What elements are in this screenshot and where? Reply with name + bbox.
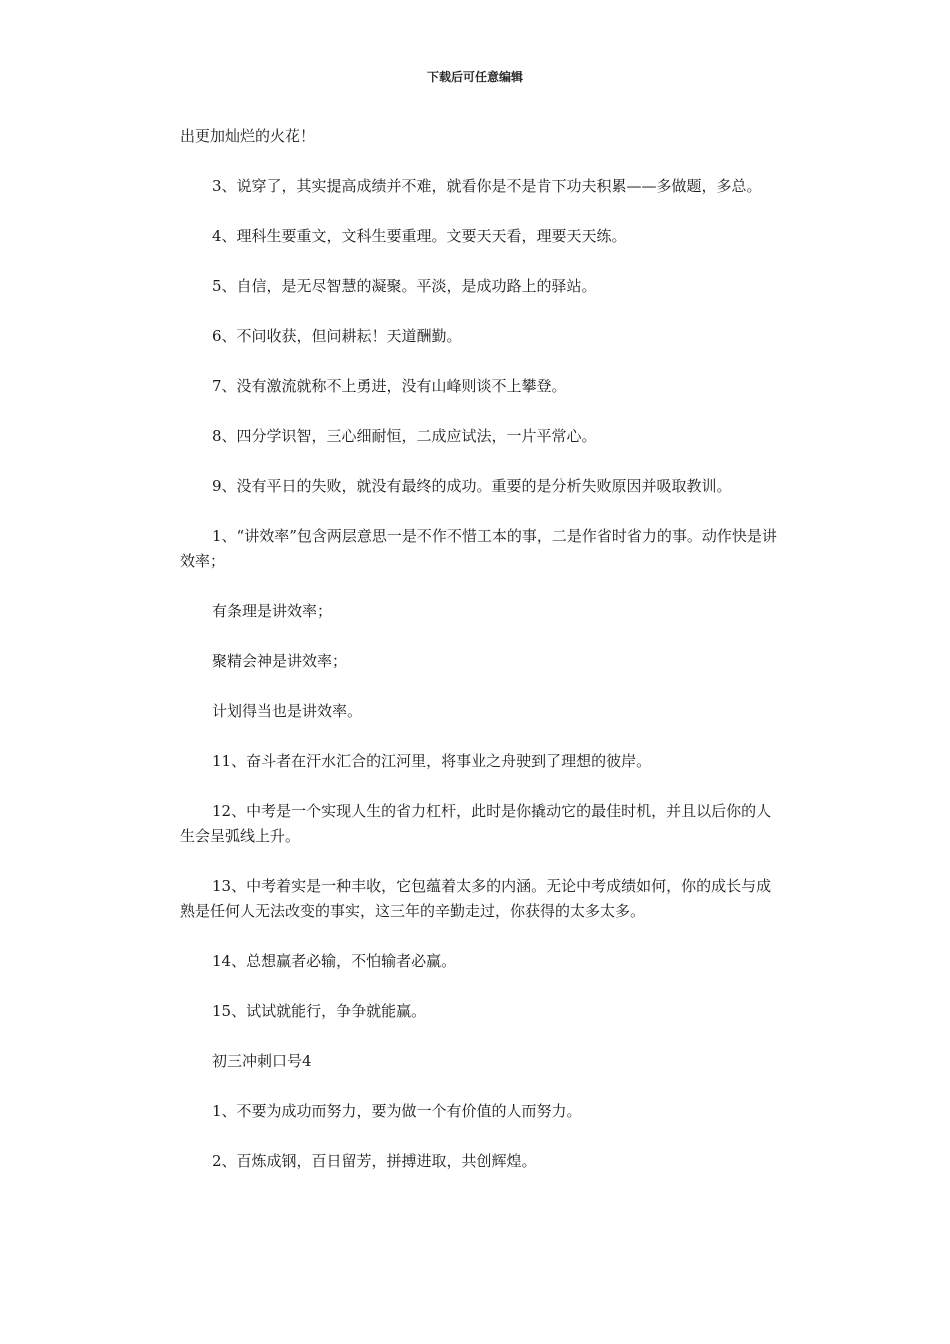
page-header: 下载后可任意编辑 xyxy=(426,70,523,84)
section-heading: 初三冲刺口号4 xyxy=(212,1052,312,1070)
paragraph: 1、不要为成功而努力，要为做一个有价值的人而努力。 xyxy=(212,1102,582,1120)
paragraph: 7、没有激流就称不上勇进，没有山峰则谈不上攀登。 xyxy=(212,377,567,395)
document-body xyxy=(180,124,786,1199)
paragraph: 15、试试就能行，争争就能赢。 xyxy=(212,1002,427,1020)
paragraph: 计划得当也是讲效率。 xyxy=(212,702,363,720)
paragraph: 5、自信，是无尽智慧的凝聚。平淡，是成功路上的驿站。 xyxy=(212,277,597,295)
paragraph: 1、“讲效率”包含两层意思一是不作不惜工本的事，二是作省时省力的事。动作快是讲效率； xyxy=(180,527,777,570)
paragraph: 3、说穿了，其实提高成绩并不难，就看你是不是肯下功夫积累——多做题，多总。 xyxy=(212,177,762,195)
paragraph: 2、百炼成钢，百日留芳，拼搏进取，共创辉煌。 xyxy=(212,1152,537,1170)
paragraph: 8、四分学识智，三心细耐恒，二成应试法，一片平常心。 xyxy=(212,427,597,445)
paragraph: 出更加灿烂的火花！ xyxy=(180,127,316,145)
paragraph: 13、中考着实是一种丰收，它包蕴着太多的内涵。无论中考成绩如何，你的成长与成熟是任何人无法改变的事实，这三年的辛勤走过，你获得的太多太多。 xyxy=(180,877,772,920)
paragraph: 4、理科生要重文，文科生要重理。文要天天看，理要天天练。 xyxy=(212,227,627,245)
paragraph: 11、奋斗者在汗水汇合的江河里，将事业之舟驶到了理想的彼岸。 xyxy=(212,752,652,770)
paragraph: 12、中考是一个实现人生的省力杠杆，此时是你撬动它的最佳时机，并且以后你的人生会呈弧线上升。 xyxy=(180,802,772,845)
paragraph: 聚精会神是讲效率； xyxy=(212,652,348,670)
paragraph: 6、不问收获，但问耕耘！天道酬勤。 xyxy=(212,327,462,345)
paragraph: 有条理是讲效率； xyxy=(212,602,333,620)
paragraph: 9、没有平日的失败，就没有最终的成功。重要的是分析失败原因并吸取教训。 xyxy=(212,477,732,495)
paragraph: 14、总想赢者必输，不怕输者必赢。 xyxy=(212,952,457,970)
